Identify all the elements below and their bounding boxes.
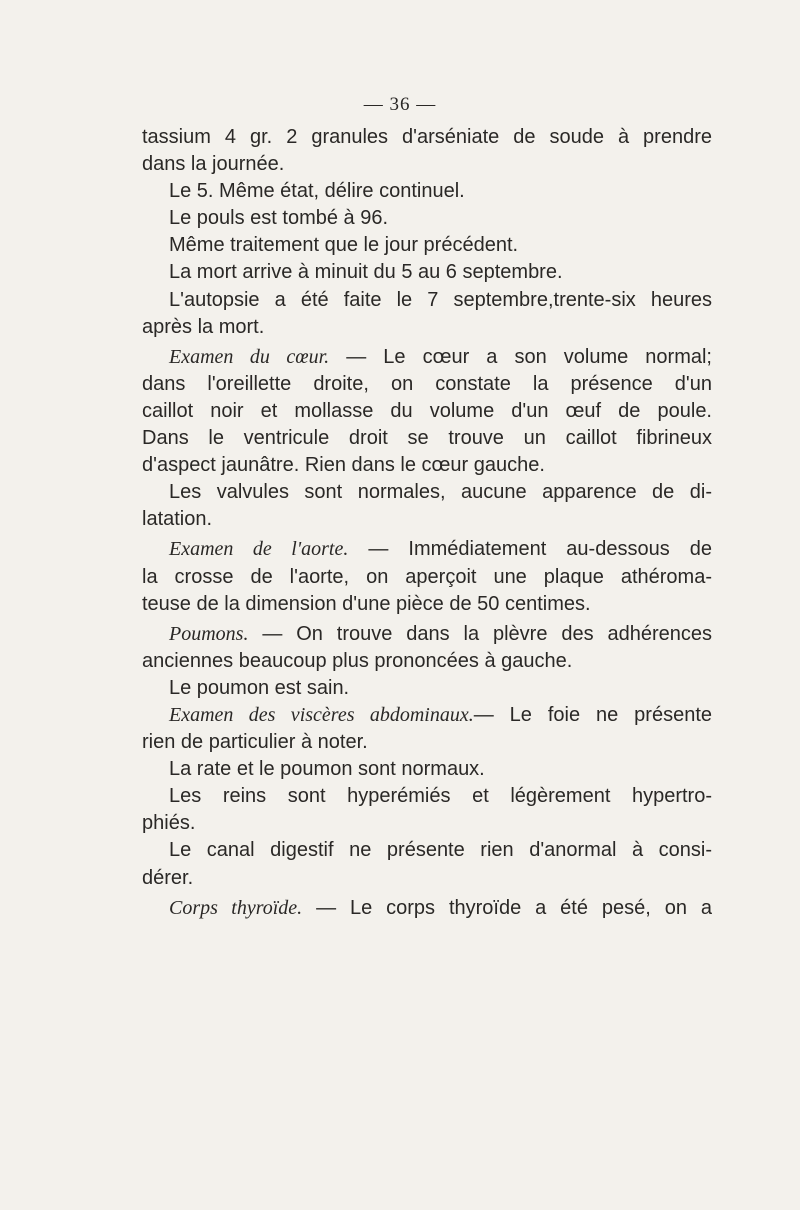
line-text: d'aspect jaunâtre. Rien dans le cœur gauche. (142, 454, 545, 477)
text-line (142, 232, 712, 259)
line-text: Le 5. Même état, délire continuel. (169, 180, 465, 203)
text-line (142, 895, 712, 922)
line-text: tassium 4 gr. 2 granules d'arséniate de soude à prendre (142, 126, 712, 148)
text-line (142, 810, 712, 837)
page-number: — 36 — (363, 94, 437, 115)
text-line (142, 151, 712, 178)
text-line (142, 314, 712, 341)
line-text: — Le foie ne présente (473, 703, 713, 726)
text-line (142, 837, 712, 864)
line-text: dans la journée. (142, 153, 285, 176)
line-text: caillot noir et mollasse du volume d'un œuf de poule. (142, 399, 712, 422)
text-line (142, 675, 712, 702)
section-heading: Examen de l'aorte. (169, 538, 349, 561)
line-text: phiés. (142, 812, 196, 835)
line-text: latation. (142, 508, 213, 531)
text-line (142, 205, 712, 232)
line-text: Même traitement que le jour précédent. (169, 234, 519, 257)
line-text: L'autopsie a été faite le 7 septembre,trente-six heures (169, 288, 712, 311)
line-text: — Le cœur a son volume normal; (329, 345, 712, 368)
line-text: teuse de la dimension d'une pièce de 50 centimes. (142, 592, 591, 615)
line-text: Le canal digestif ne présente rien d'anormal à consi- (169, 839, 712, 862)
line-text: rien de particulier à noter. (142, 731, 368, 754)
line-text: anciennes beaucoup plus prononcées à gauche. (142, 649, 573, 672)
line-text: — On trouve dans la plèvre des adhérences (248, 622, 712, 645)
line-text: la crosse de l'aorte, on aperçoit une plaque athéroma- (142, 565, 712, 588)
section-heading: Corps thyroïde. (169, 896, 303, 919)
line-text: Les valvules sont normales, aucune apparence de di- (169, 481, 712, 504)
text-line (142, 344, 712, 371)
line-text: Dans le ventricule droit se trouve un caillot fibrineux (142, 427, 712, 450)
text-line (142, 756, 712, 783)
text-line (142, 425, 712, 452)
text-line (142, 287, 712, 314)
line-text: La rate et le poumon sont normaux. (169, 758, 485, 781)
text-line (142, 479, 712, 506)
text-line (142, 729, 712, 756)
text-line (142, 648, 712, 675)
text-line (142, 564, 712, 591)
line-text: dans l'oreillette droite, on constate la présence d'un (142, 372, 712, 395)
line-text: dérer. (142, 866, 194, 889)
text-line (142, 506, 712, 533)
text-line (142, 702, 712, 729)
text-line (142, 124, 712, 151)
line-text: après la mort. (142, 315, 265, 338)
line-text: — Immédiatement au-dessous de (348, 538, 712, 561)
text-line (142, 398, 712, 425)
text-line (142, 621, 712, 648)
text-line (142, 865, 712, 892)
line-text: La mort arrive à minuit du 5 au 6 septembre. (169, 261, 563, 284)
section-heading: Examen du cœur. (169, 345, 330, 368)
text-line (142, 783, 712, 810)
text-line (142, 536, 712, 563)
body-text (142, 124, 712, 922)
text-line (142, 371, 712, 398)
line-text: Les reins sont hyperémiés et légèrement hypertro- (169, 785, 712, 808)
text-line (142, 178, 712, 205)
line-text: — Le corps thyroïde a été pesé, on a (302, 896, 712, 919)
line-text: Le poumon est sain. (169, 676, 350, 699)
text-line (142, 259, 712, 286)
section-heading: Poumons. (169, 622, 249, 645)
text-line (142, 452, 712, 479)
line-text: Le pouls est tombé à 96. (169, 207, 389, 230)
text-line (142, 591, 712, 618)
section-heading: Examen des viscères abdominaux. (169, 703, 474, 726)
